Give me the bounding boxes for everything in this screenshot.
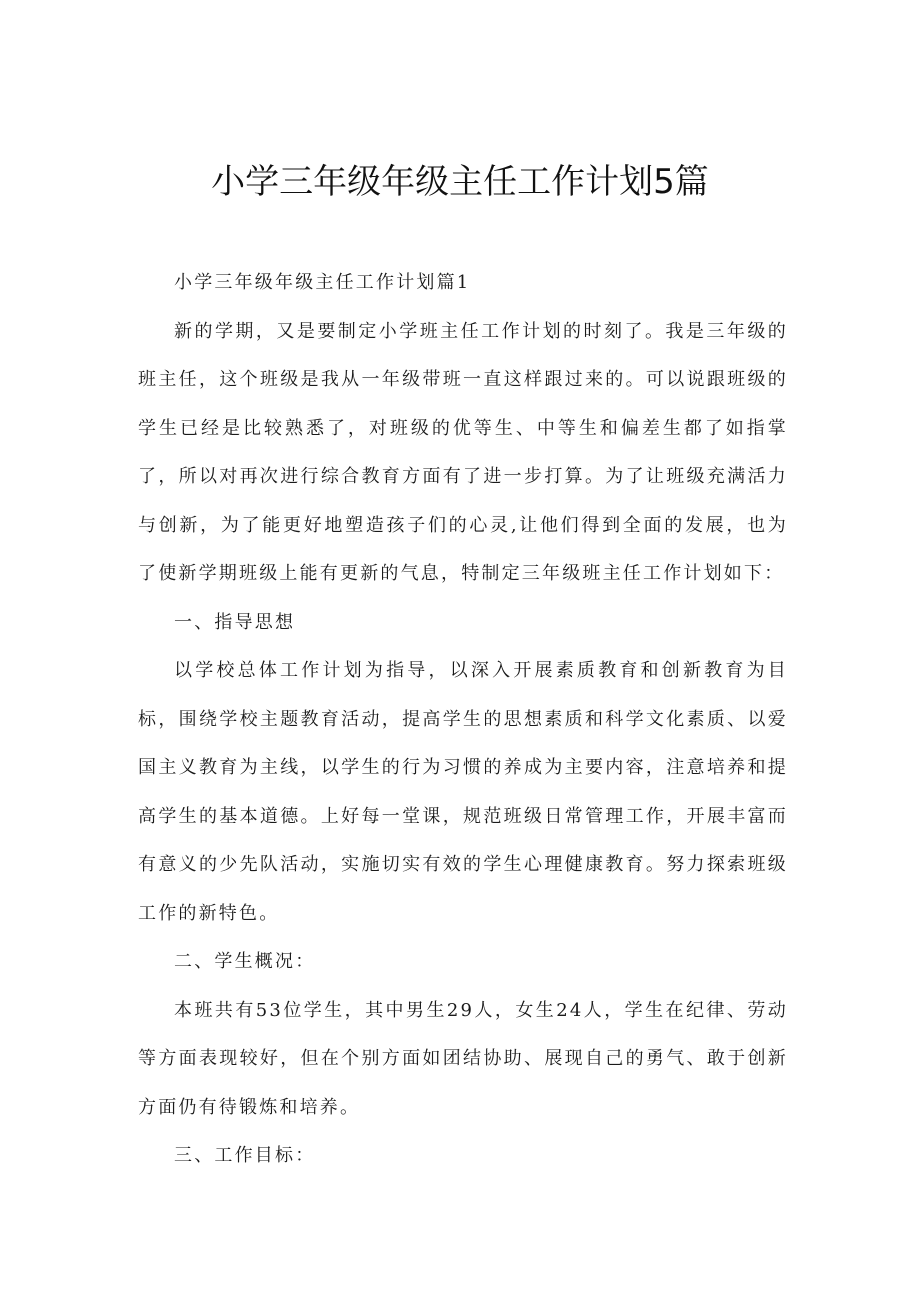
section-heading-work-goals: 三、工作目标： — [174, 1145, 316, 1166]
document-title: 小学三年级年级主任工作计划5篇 — [211, 162, 709, 202]
section-body-student-overview: 本班共有53位学生，其中男生29人，女生24人，学生在纪律、劳动等方面表现较好，但在个别方面如团结协助、展现自己的勇气、敢于创新方面仍有待锻炼和培养。 — [138, 999, 788, 1118]
intro-paragraph: 新的学期，又是要制定小学班主任工作计划的时刻了。我是三年级的班主任，这个班级是我从一年级带班一直这样跟过来的。可以说跟班级的学生已经是比较熟悉了，对班级的优等生、中等生和偏差生都了如指掌了，所以对再次进行综合教育方面有了进一步打算。为了让班级充满活力与创新，为了能更好地塑造孩子们的心灵,让他们得到全面的发展，也为了使新学期班级上能有更新的气息，特制定三年级班主任工作计划如下： — [138, 320, 788, 584]
section-heading-guiding-ideology: 一、指导思想 — [174, 611, 296, 633]
section-body-guiding-ideology: 以学校总体工作计划为指导，以深入开展素质教育和创新教育为目标，围绕学校主题教育活动，提高学生的思想素质和科学文化素质、以爱国主义教育为主线，以学生的行为习惯的养成为主要内容，注意培养和提高学生的基本道德。上好每一堂课，规范班级日常管理工作，开展丰富而有意义的少先队活动，实施切实有效的学生心理健康教育。努力探索班级工作的新特色。 — [138, 660, 788, 924]
document-body — [138, 259, 788, 1181]
section-heading-student-overview: 二、学生概况： — [174, 951, 316, 972]
subtitle: 小学三年级年级主任工作计划篇1 — [174, 272, 471, 293]
